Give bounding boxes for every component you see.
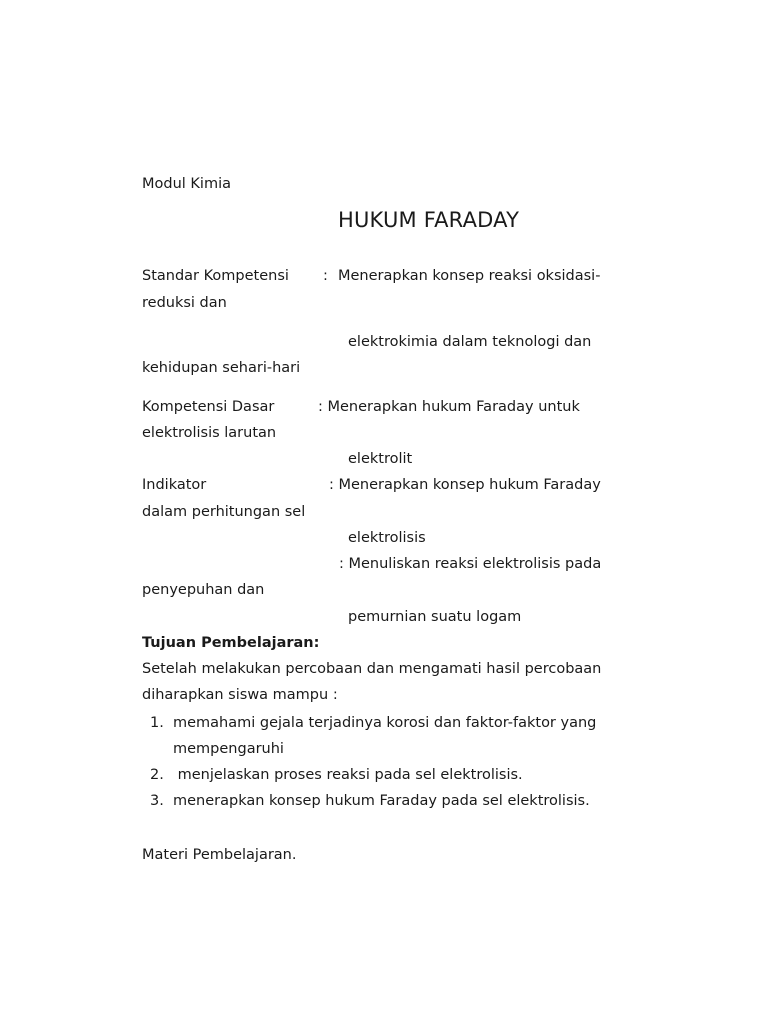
standar-kompetensi-separator: : [323,268,328,284]
standar-kompetensi-text-4: kehidupan sehari-hari [142,360,301,376]
list-item-number: 2. [150,767,164,783]
page-title: HUKUM FARADAY [338,208,520,232]
list-item-text: menjelaskan proses reaksi pada sel elektrolisis. [173,767,523,783]
indikator-item1-text-1: : Menerapkan konsep hukum Faraday [329,477,601,493]
list-item-number: 1. [150,715,164,731]
indikator-item1-text-3: elektrolisis [348,530,426,546]
indikator-item2-text-3: pemurnian suatu logam [348,609,522,625]
indikator-label: Indikator [142,477,207,493]
tujuan-intro-1: Setelah melakukan percobaan dan mengamati hasil percobaan [142,661,602,677]
kompetensi-dasar-text-2: elektrolisis larutan [142,425,277,441]
module-label: Modul Kimia [142,176,231,192]
list-item-text: menerapkan konsep hukum Faraday pada sel elektrolisis. [173,793,590,809]
list-item-text-continued: mempengaruhi [173,741,284,757]
standar-kompetensi-text-2: reduksi dan [142,295,227,311]
standar-kompetensi-label: Standar Kompetensi [142,268,289,284]
standar-kompetensi-text-3: elektrokimia dalam teknologi dan [348,334,592,350]
standar-kompetensi-text-1: Menerapkan konsep reaksi oksidasi- [338,268,601,284]
materi-label: Materi Pembelajaran. [142,847,297,863]
indikator-item2-text-1: : Menuliskan reaksi elektrolisis pada [339,556,602,572]
indikator-item1-text-2: dalam perhitungan sel [142,504,306,520]
kompetensi-dasar-label: Kompetensi Dasar [142,399,275,415]
list-item-number: 3. [150,793,164,809]
indikator-item2-text-2: penyepuhan dan [142,582,265,598]
list-item-text: memahami gejala terjadinya korosi dan faktor-faktor yang [173,715,597,731]
kompetensi-dasar-text-3: elektrolit [348,451,413,467]
kompetensi-dasar-text-1: : Menerapkan hukum Faraday untuk [318,399,580,415]
tujuan-heading: Tujuan Pembelajaran: [142,635,320,651]
tujuan-intro-2: diharapkan siswa mampu : [142,687,338,703]
